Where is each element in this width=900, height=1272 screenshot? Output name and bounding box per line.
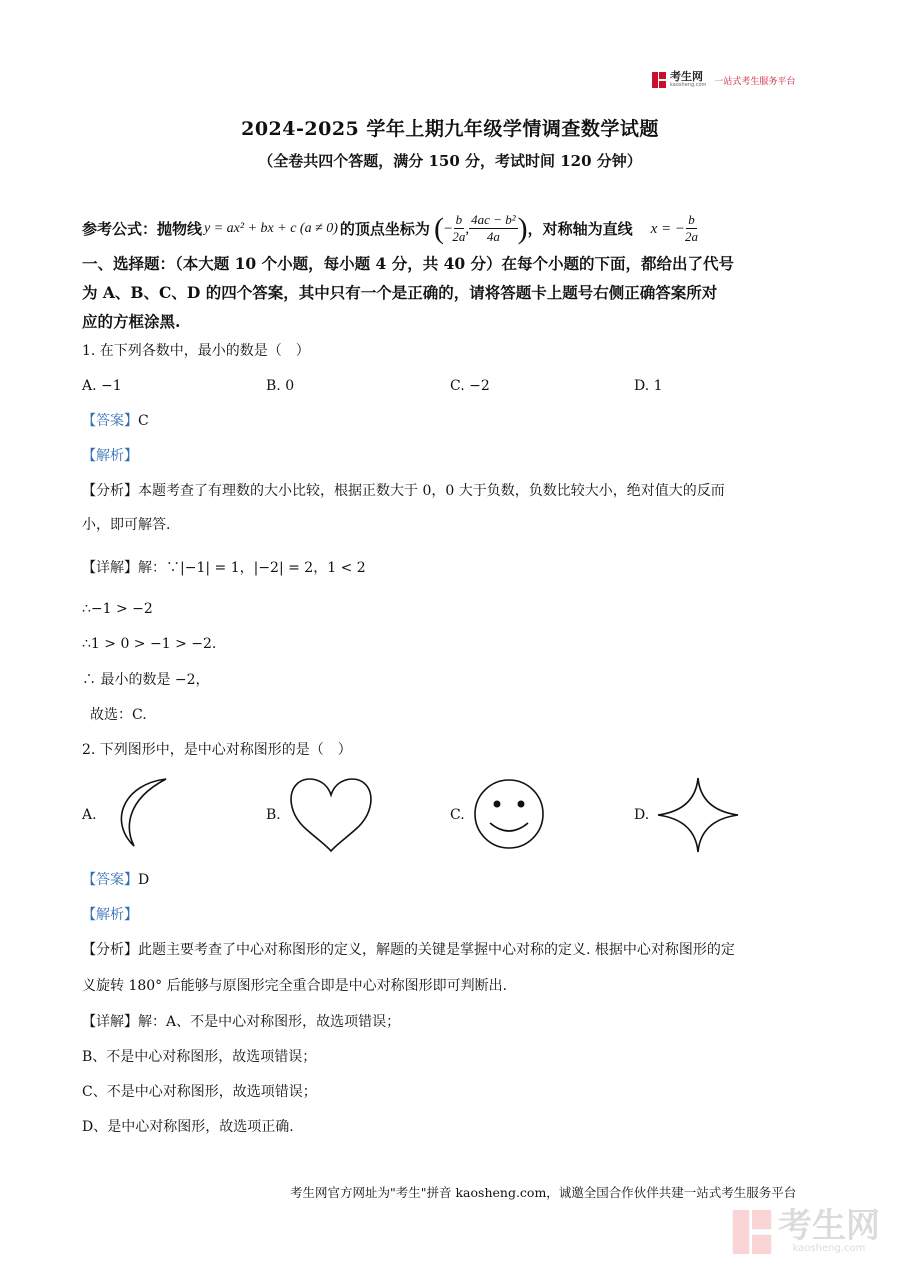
header-logo [652, 72, 795, 88]
q2-fenxi-text1: 此题主要考查了中心对称图形的定义，解题的关键是掌握中心对称的定义. 根据中心对称图形的定 [138, 942, 735, 958]
watermark-text-block [778, 1206, 880, 1254]
watermark [732, 1206, 880, 1254]
axis-lhs: x = − [650, 220, 686, 237]
q2-option-a-label: A. [82, 807, 97, 823]
section1-line2: 为 A、B、C、D 的四个答案，其中只有一个是正确的，请将答题卡上题号右侧正确答案所对 [82, 283, 718, 302]
q1-detail-tag: 【详解】 [82, 560, 138, 576]
formula-label: 参考公式：抛物线 [82, 219, 203, 238]
q2-option-d-label: D. [634, 807, 650, 823]
q1-detail-line2: ∴−1 > −2 [82, 601, 153, 617]
q2-detail-line2: B、不是中心对称图形，故选项错误； [82, 1049, 317, 1065]
q1-option-d: D. 1 [634, 378, 663, 394]
axis-label: ，对称轴为直线 [527, 219, 633, 238]
vertex-x-num: b [455, 212, 463, 227]
smiley-face-figure [472, 777, 546, 851]
right-paren: ) [517, 211, 528, 245]
axis-num: b [688, 212, 695, 227]
logo-domain: kaosheng.com [670, 82, 707, 88]
crescent-moon-figure [104, 776, 174, 850]
q1-fenxi-line1 [82, 481, 725, 501]
formula-line [82, 212, 698, 245]
q1-answer-value: C [138, 413, 149, 429]
q1-answer-tag: 【答案】 [82, 413, 138, 429]
heart-figure [288, 775, 374, 853]
minus-sign: − [443, 220, 453, 237]
vertex-x-fraction [452, 212, 465, 245]
four-point-star-figure [656, 776, 740, 854]
q1-detail-line5: 故选：C. [90, 707, 147, 723]
q2-fenxi-line2: 义旋转 180° 后能够与原图形完全重合即是中心对称图形即可判断出. [82, 978, 508, 994]
logo-text-block [670, 72, 706, 88]
q2-answer-row [82, 870, 149, 890]
q1-option-b: B. 0 [266, 378, 295, 394]
q2-answer-value: D [138, 872, 150, 888]
q1-option-a: A. −1 [82, 378, 122, 394]
section1-line1: 一、选择题：（本大题 10 个小题，每小题 4 分，共 40 分）在每个小题的下面，都给出了代号 [82, 254, 735, 273]
q2-option-c-label: C. [450, 807, 465, 823]
q1-option-c: C. −2 [450, 378, 490, 394]
axis-fraction [685, 212, 698, 245]
q1-answer-row [82, 411, 149, 431]
watermark-text: 考生网 [778, 1206, 880, 1246]
q1-detail-line3: ∴1 > 0 > −1 > −2. [82, 636, 217, 652]
q2-detail-line4: D、是中心对称图形，故选项正确. [82, 1119, 294, 1135]
kaosheng-logo-icon [652, 72, 666, 88]
vertex-y-num: 4ac − b² [471, 212, 516, 227]
left-paren: ( [433, 211, 444, 245]
q2-detail-line3: C、不是中心对称图形，故选项错误； [82, 1084, 317, 1100]
q1-detail-text1: 解：∵|−1| = 1，|−2| = 2，1 < 2 [138, 560, 366, 576]
axis-den: 2a [685, 229, 699, 244]
q2-detail-text1: 解：A、不是中心对称图形，故选项错误； [138, 1014, 401, 1030]
q1-fenxi-text1: 本题考查了有理数的大小比较，根据正数大于 0，0 大于负数，负数比较大小，绝对值大的反而 [138, 483, 725, 499]
vertex-x-den: 2a [452, 229, 466, 244]
page-footer: 考生网官方网址为"考生"拼音 kaosheng.com，诚邀全国合作伙伴共建一站式考生服务平台 [290, 1185, 797, 1200]
parabola-formula: y = ax² + bx + c (a ≠ 0) [204, 220, 338, 236]
q1-analysis-tag: 【解析】 [82, 448, 138, 464]
q2-fenxi-line1 [82, 940, 735, 960]
vertex-label: 的顶点坐标为 [339, 219, 430, 238]
watermark-logo-icon [732, 1210, 772, 1254]
q1-stem: 1. 在下列各数中，最小的数是（ ） [82, 343, 310, 359]
vertex-y-den: 4a [486, 229, 500, 244]
q1-fenxi-line2: 小，即可解答. [82, 517, 171, 533]
page-title: 2024-2025 学年上期九年级学情调查数学试题 [241, 118, 659, 140]
comma: , [465, 220, 470, 237]
q2-detail-tag: 【详解】 [82, 1014, 138, 1030]
watermark-domain: kaosheng.com [792, 1243, 866, 1254]
q1-detail-line4: ∴ 最小的数是 −2， [82, 672, 210, 688]
q2-fenxi-tag: 【分析】 [82, 942, 138, 958]
q1-fenxi-tag: 【分析】 [82, 483, 138, 499]
logo-slogan: 一站式考生服务平台 [714, 76, 796, 87]
q2-detail-line1 [82, 1012, 400, 1032]
q1-detail-line1 [82, 558, 366, 578]
vertex-y-fraction [469, 212, 517, 245]
q2-option-b-label: B. [266, 807, 281, 823]
q2-stem: 2. 下列图形中，是中心对称图形的是（ ） [82, 742, 352, 758]
logo-name: 考生网 [670, 70, 703, 83]
page-subtitle: （全卷共四个答题，满分 150 分，考试时间 120 分钟） [258, 152, 642, 170]
q2-analysis-tag: 【解析】 [82, 907, 138, 923]
section1-line3: 应的方框涂黑. [82, 312, 181, 331]
q2-answer-tag: 【答案】 [82, 872, 138, 888]
